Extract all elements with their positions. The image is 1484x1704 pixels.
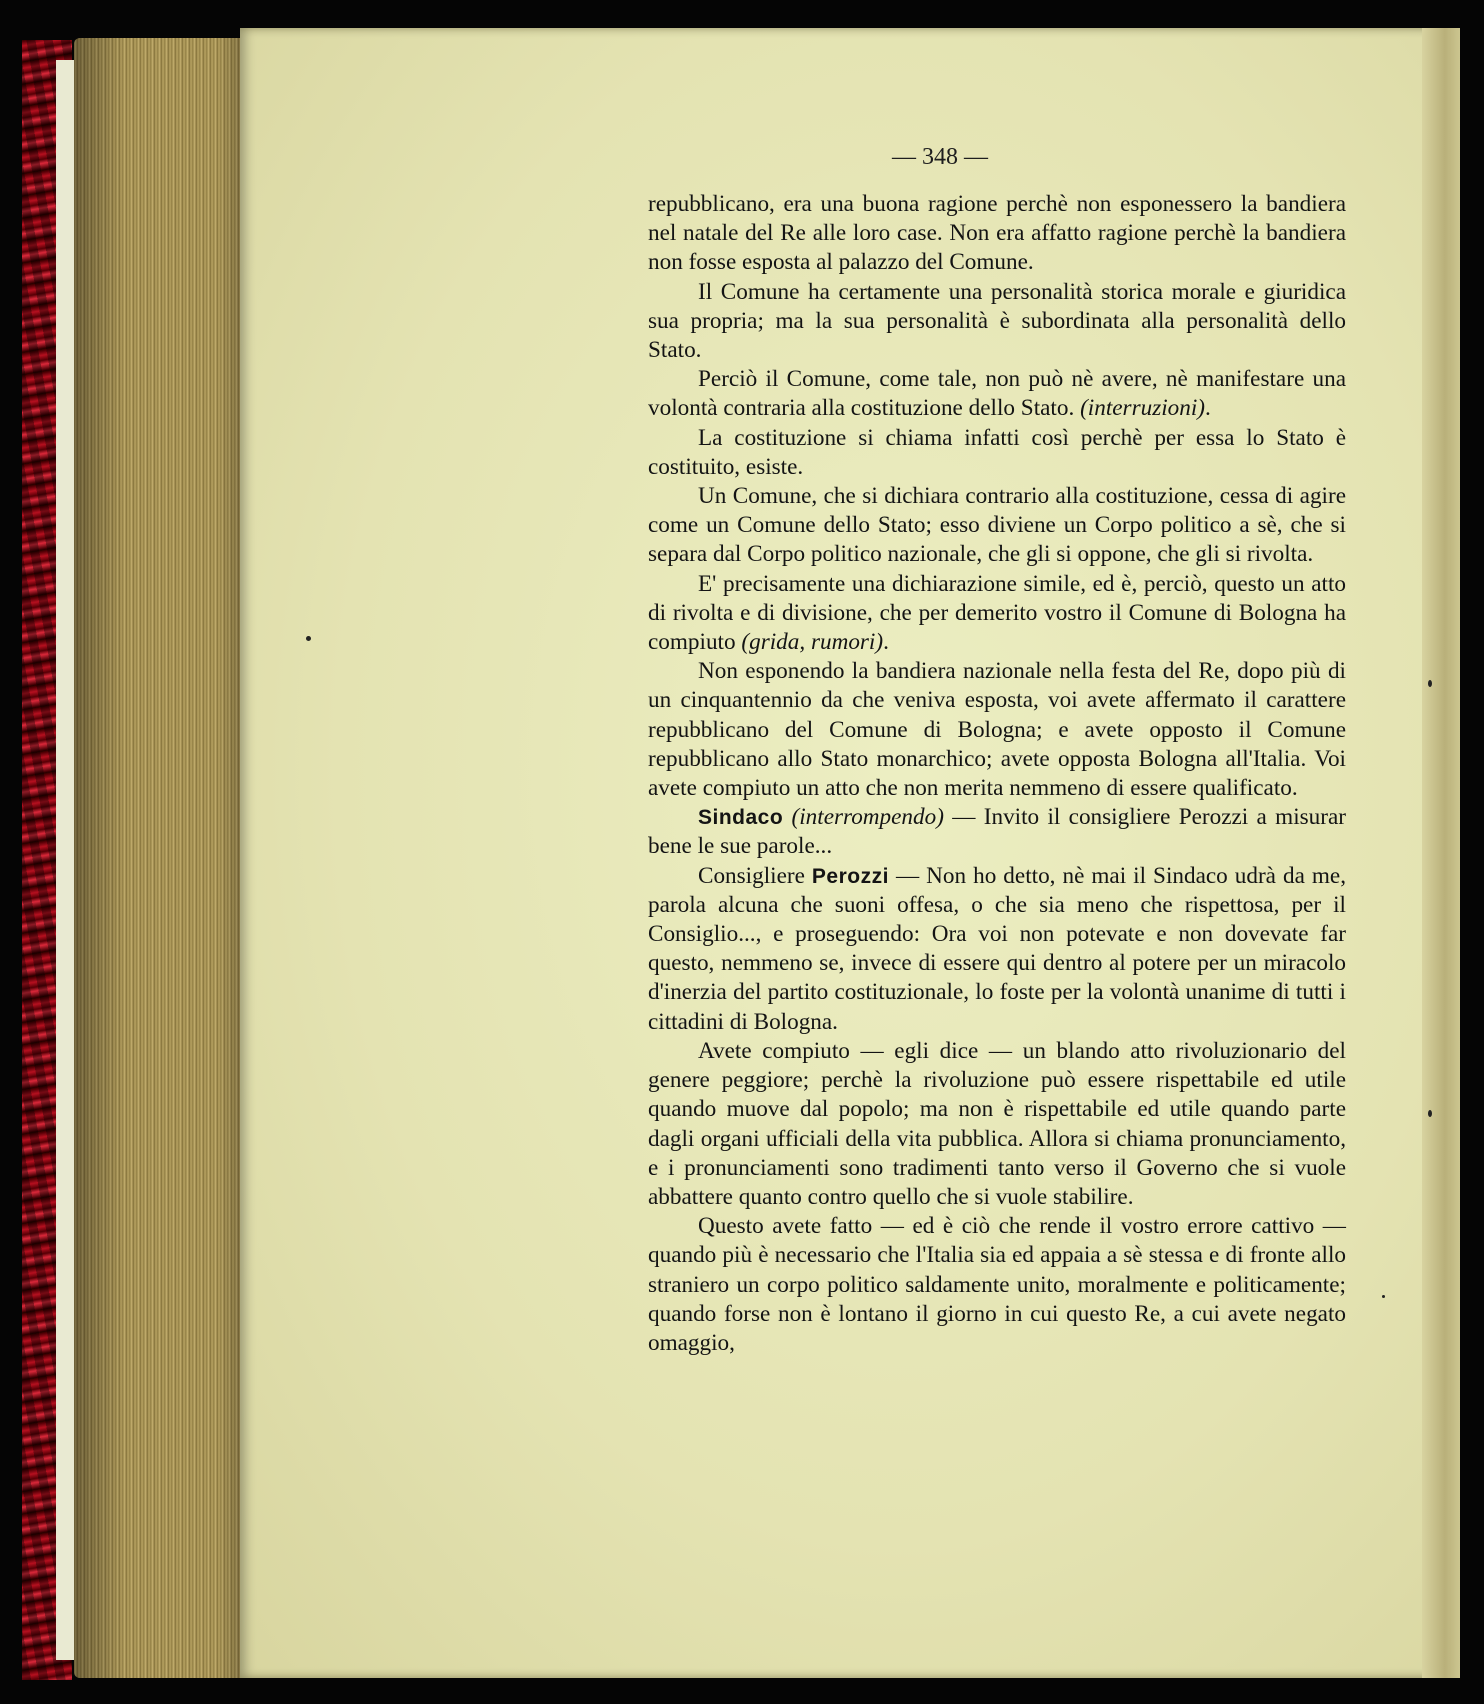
text-run: Il Comune ha certamente una personalità storica morale e giuridica sua propria; ma la sua personalità è subordinata alla personalità dello Stato. [648,278,1346,364]
page-number: — 348 — [892,144,988,170]
text-run: Questo avete fatto — ed è ciò che rende il vostro errore cattivo — quando più è necessario che l'Italia sia ed appaia a sè stessa e di fronte allo straniero un corpo politico saldamente unito, moralmente e politicamente; quando forse non è lontano il giorno in cui questo Re, a cui avete negato omaggio, [648,1213,1346,1356]
bleed-through-area [300,190,620,1530]
paragraph [648,1212,1346,1358]
text-run: repubblicano, era una buona ragione perchè non esponessero la bandiera nel natale del Re alle loro case. Non era affatto ragione perchè la bandiera non fosse esposta al palazzo del Comune. [648,191,1346,276]
text-run: Avete compiuto — egli dice — un blando atto rivoluzionario del genere peggiore; perchè la rivoluzione può essere rispettabile ed utile quando muove dal popolo; ma non è rispettabile ed utile quando parte dagli organi ufficiali della vita pubblica. Allora si chiama pronunciamento, e i pronunciamenti sono tradimenti tanto verso il Governo che si vuole abbattere quanto contro quello che si vuole stabilire. [648,1037,1346,1210]
text-run: E' precisamente una dichiarazione simile, ed è, perciò, questo un atto di rivolta e di divisione, che per demerito vostro il Comune di Bologna ha compiuto [648,570,1346,656]
paragraph [648,190,1346,278]
text-run: — Invito il consigliere Perozzi a misurar bene le sue parole... [648,804,1347,860]
paragraph [648,424,1346,482]
stage-direction: (grida, rumori) [741,629,884,656]
page-edges-shadow [74,38,244,1678]
speck [1428,680,1432,687]
text-run: Un Comune, che si dichiara contrario alla costituzione, cessa di agire come un Comune dello Stato; esso diviene un Corpo politico a sè, che si separa dal Corpo politico nazionale, che gli si oppone, che gli si rivolta. [648,483,1346,568]
text-run: La costituzione si chiama infatti così perchè per essa lo Stato è costituito, esiste. [648,424,1346,480]
stage-direction: (interrompendo) [791,804,944,831]
paragraph [648,803,1346,861]
text-run: . [1205,395,1211,422]
paragraph [648,365,1346,423]
paragraph [648,482,1346,570]
next-page-edge [1422,28,1460,1678]
text-run: Non esponendo la bandiera nazionale nella festa del Re, dopo più di un cinquantennio da che veniva esposta, voi avete affermato il carattere repubblicano del Comune di Bologna; e avete opposto il Comune repubblicano allo Stato monarchico; avete opposta Bologna all'Italia. Voi avete compiuto un atto che non merita nemmeno di essere qualificato. [648,658,1346,802]
stage-direction: (interruzioni) [1080,395,1206,422]
paragraph [648,570,1346,658]
speaker-name: Sindaco [698,806,784,830]
paragraph [648,862,1346,1037]
speck [1382,1295,1385,1298]
paragraph [648,1037,1346,1212]
text-run: — Non ho detto, nè mai il Sindaco udrà da me, parola alcuna che suoni offesa, o che sia meno che rispettosa, per il Consiglio..., e proseguendo: Ora voi non potevate e non dovevate far questo, nemmeno se, invece di essere qui dentro al potere per un miracolo d'inerzia del partito costituzionale, lo foste per la volontà unanime di tutti i cittadini di Bologna. [648,862,1347,1035]
text-run [783,804,791,830]
text-run: Perciò il Comune, come tale, non può nè avere, nè manifestare una volontà contraria alla costituzione dello Stato. [648,366,1346,422]
speck [306,636,311,641]
endpaper [56,60,76,1660]
text-run: Consigliere [698,862,812,889]
paragraph [648,278,1346,366]
paragraph [648,657,1346,803]
speaker-name: Perozzi [811,864,889,888]
speck [1428,1110,1432,1117]
body-text [648,190,1346,1358]
text-run: . [883,629,889,656]
